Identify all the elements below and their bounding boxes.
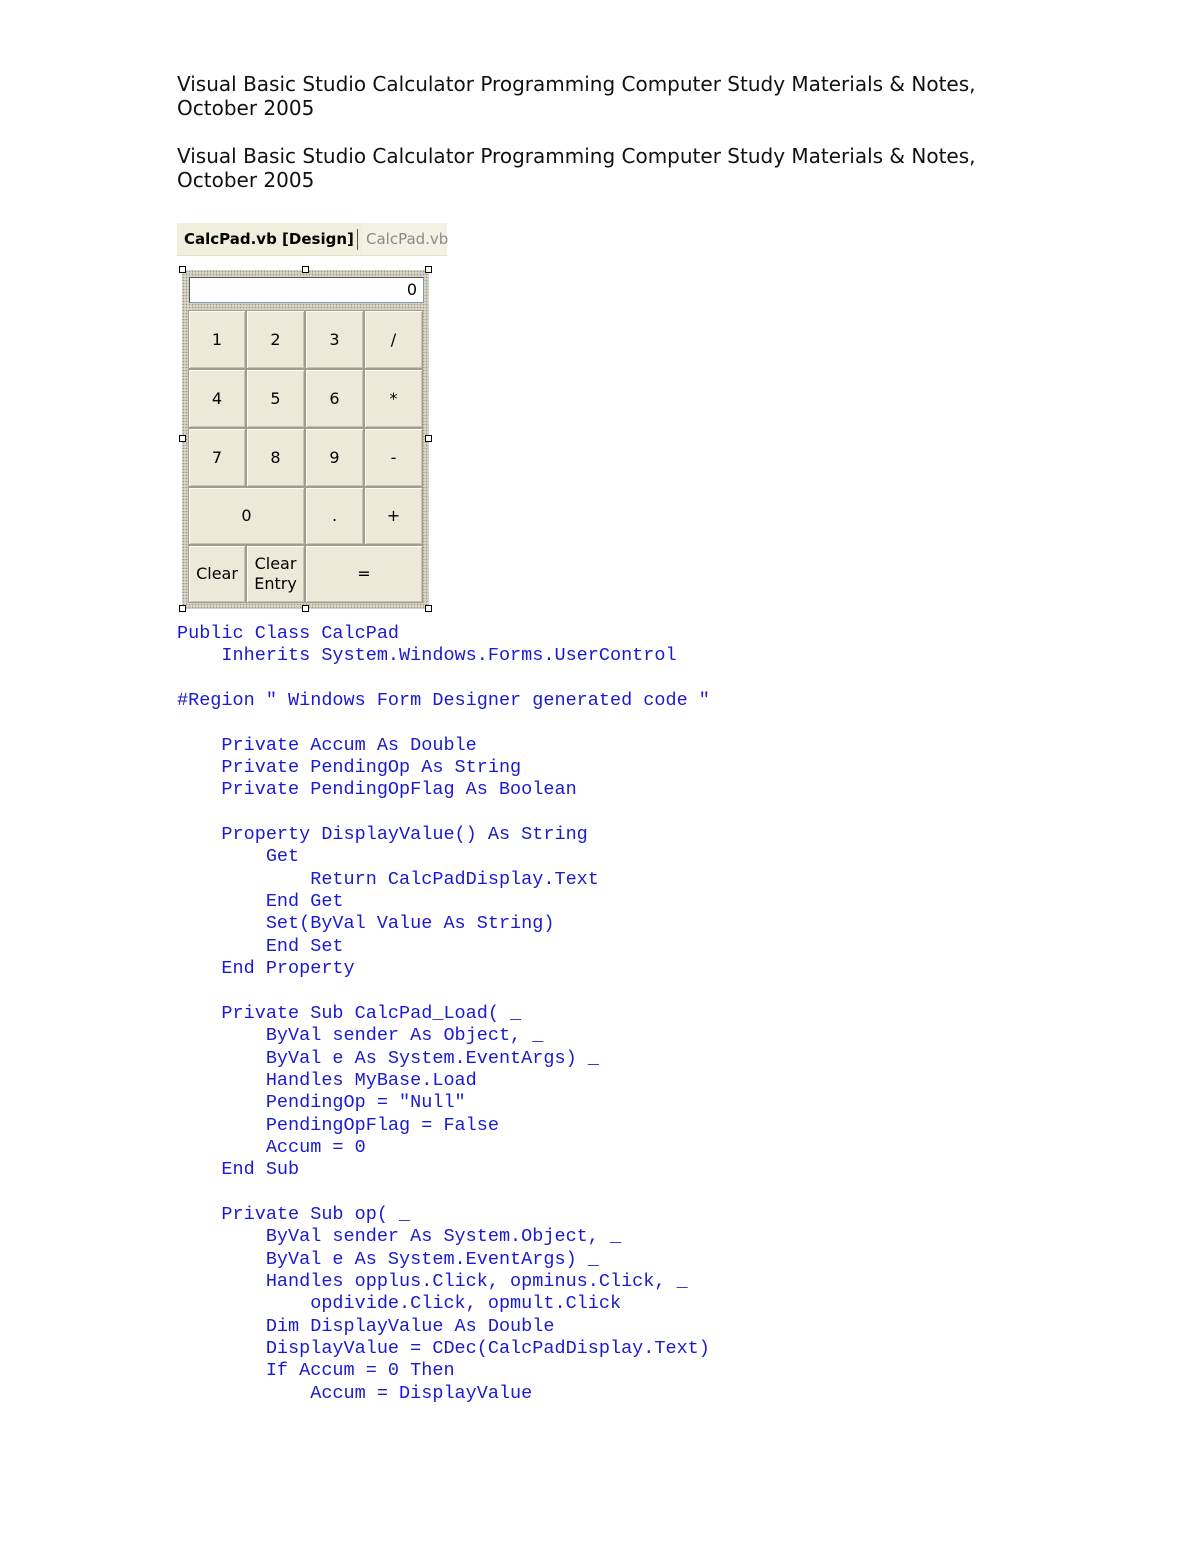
code-line: ByVal e As System.EventArgs) _ [177,1047,599,1069]
divide-button[interactable]: / [364,310,423,369]
key-7-button[interactable]: 7 [188,428,246,487]
code-line: End Property [177,958,355,980]
key-6-button[interactable]: 6 [305,369,364,428]
code-line [177,712,710,734]
code-line: ByVal sender As System.Object, _ [177,1226,622,1248]
resize-handle-bottom-left[interactable] [179,605,186,612]
clear-entry-button[interactable]: Clear Entry [246,545,305,603]
key-8-button[interactable]: 8 [246,428,305,487]
code-listing [177,623,710,1405]
code-line: Get [177,846,300,868]
equals-button[interactable]: = [305,545,423,603]
code-line: Private PendingOp As String [177,757,522,779]
calcpad-display[interactable]: 0 [189,277,424,303]
clear-button[interactable]: Clear [188,545,246,603]
document-heading-repeat: Visual Basic Studio Calculator Programming Computer Study Materials & Notes, October 2005 [177,144,976,192]
code-line: Accum = 0 [177,1136,366,1158]
minus-button[interactable]: - [364,428,423,487]
code-line: ByVal sender As Object, _ [177,1025,544,1047]
key-5-button[interactable]: 5 [246,369,305,428]
code-line: Accum = DisplayValue [177,1382,533,1404]
code-line: DisplayValue = CDec(CalcPadDisplay.Text) [177,1338,710,1359]
key-2-button[interactable]: 2 [246,310,305,369]
key-4-button[interactable]: 4 [188,369,246,428]
code-line: Handles MyBase.Load [177,1069,477,1091]
code-line: Return CalcPadDisplay.Text [177,868,599,890]
code-line: Private Sub op( _ [177,1203,411,1225]
tab-separator [357,229,358,250]
tab-calcpad-design[interactable]: CalcPad.vb [Design] [177,223,362,255]
resize-handle-left[interactable] [179,435,186,442]
code-line: End Sub [177,1159,300,1181]
code-line: Private PendingOpFlag As Boolean [177,779,577,801]
code-line: #Region " Windows Form Designer generated code " [177,690,710,712]
code-line [177,668,710,690]
key-9-button[interactable]: 9 [305,428,364,487]
code-line: Set(ByVal Value As String) [177,913,555,935]
code-line: Handles opplus.Click, opminus.Click, _ [177,1270,688,1292]
key-0-button[interactable]: 0 [188,487,305,545]
resize-handle-bottom[interactable] [302,605,309,612]
decimal-button[interactable]: . [305,487,364,545]
multiply-button[interactable]: * [364,369,423,428]
code-line: Public Class CalcPad [177,623,400,644]
resize-handle-top-left[interactable] [179,266,186,273]
designer-tab-strip [177,223,447,256]
code-line: End Set [177,935,344,957]
tab-calcpad-code[interactable]: CalcPad.vb [366,230,449,248]
resize-handle-top[interactable] [302,266,309,273]
code-line: Inherits System.Windows.Forms.UserControl [177,645,677,667]
resize-handle-bottom-right[interactable] [425,605,432,612]
key-1-button[interactable]: 1 [188,310,246,369]
resize-handle-top-right[interactable] [425,266,432,273]
code-line: PendingOpFlag = False [177,1114,499,1136]
document-heading: Visual Basic Studio Calculator Programming Computer Study Materials & Notes, October 2005 [177,72,976,120]
code-line: Private Accum As Double [177,734,477,756]
code-line: Property DisplayValue() As String [177,824,588,846]
code-line: Dim DisplayValue As Double [177,1315,555,1337]
code-line [177,802,710,824]
code-line [177,981,710,1003]
code-line: PendingOp = "Null" [177,1092,466,1114]
code-line: End Get [177,891,344,913]
resize-handle-right[interactable] [425,435,432,442]
code-line: ByVal e As System.EventArgs) _ [177,1248,599,1270]
key-3-button[interactable]: 3 [305,310,364,369]
plus-button[interactable]: + [364,487,423,545]
code-line: opdivide.Click, opmult.Click [177,1293,622,1315]
code-line [177,1182,710,1204]
code-line: Private Sub CalcPad_Load( _ [177,1002,522,1024]
code-line: If Accum = 0 Then [177,1360,455,1382]
